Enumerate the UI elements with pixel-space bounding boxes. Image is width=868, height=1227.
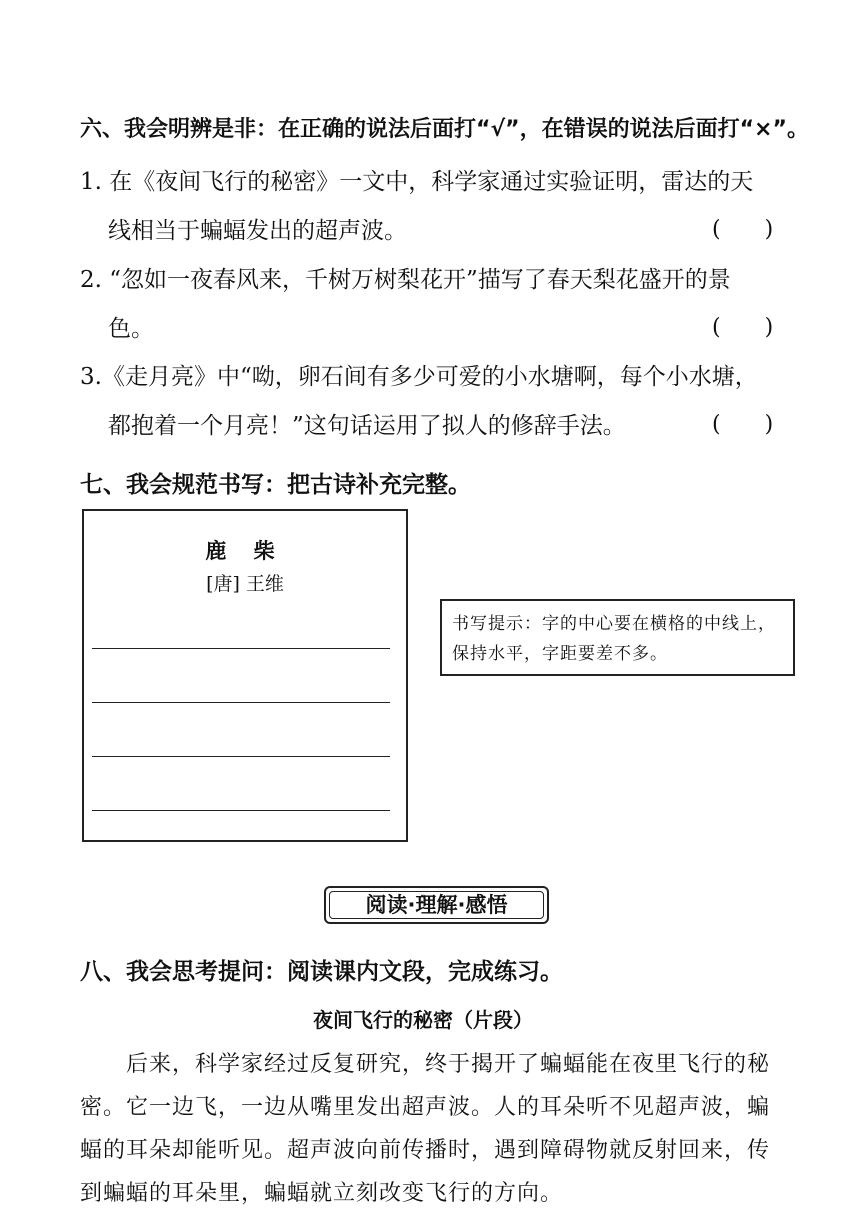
answer-blank-1[interactable]: ( )	[712, 217, 774, 242]
passage-line-1: 后来，科学家经过反复研究，终于揭开了蝙蝠能在夜里飞行的秘	[126, 1052, 771, 1077]
poem-title: 鹿 柴	[205, 539, 285, 563]
answer-blank-2[interactable]: ( )	[712, 315, 774, 340]
true-false-item-1-line2: 线相当于蝙蝠发出的超声波。	[108, 218, 407, 244]
writing-line-3[interactable]	[92, 756, 390, 757]
passage-line-3: 蝠的耳朵却能听见。超声波向前传播时，遇到障碍物就反射回来，传	[80, 1138, 771, 1163]
true-false-item-3-line1: 3.《走月亮》中“呦，卵石间有多少可爱的小水塘啊，每个小水塘，	[80, 364, 758, 390]
passage-line-4: 到蝙蝠的耳朵里，蝙蝠就立刻改变飞行的方向。	[80, 1181, 564, 1206]
writing-line-4[interactable]	[92, 810, 390, 811]
poem-writing-box	[82, 509, 408, 842]
true-false-item-2-line1: 2. “忽如一夜春风来，千树万树梨花开”描写了春天梨花盛开的景	[80, 267, 731, 293]
writing-line-1[interactable]	[92, 648, 390, 649]
true-false-item-2-line2: 色。	[108, 316, 154, 342]
true-false-item-3-line2: 都抱着一个月亮！”这句话运用了拟人的修辞手法。	[108, 413, 626, 439]
answer-blank-3[interactable]: ( )	[712, 412, 774, 437]
reading-section-badge: 阅读·理解·感悟	[324, 886, 549, 924]
writing-tip-box: 书写提示：字的中心要在横格的中线上，保持水平，字距要差不多。	[440, 599, 795, 676]
section6-heading: 六、我会明辨是非：在正确的说法后面打“√”，在错误的说法后面打“×”。	[80, 117, 809, 142]
poem-author: [唐] 王维	[206, 573, 284, 595]
section8-heading: 八、我会思考提问：阅读课内文段，完成练习。	[80, 959, 563, 985]
section7-heading: 七、我会规范书写：把古诗补充完整。	[80, 472, 471, 498]
writing-line-2[interactable]	[92, 702, 390, 703]
true-false-item-1-line1: 1. 在《夜间飞行的秘密》一文中，科学家通过实验证明，雷达的天	[80, 169, 754, 195]
passage-line-2: 密。它一边飞，一边从嘴里发出超声波。人的耳朵听不见超声波，蝙	[80, 1095, 771, 1120]
passage-title: 夜间飞行的秘密（片段）	[313, 1008, 533, 1032]
